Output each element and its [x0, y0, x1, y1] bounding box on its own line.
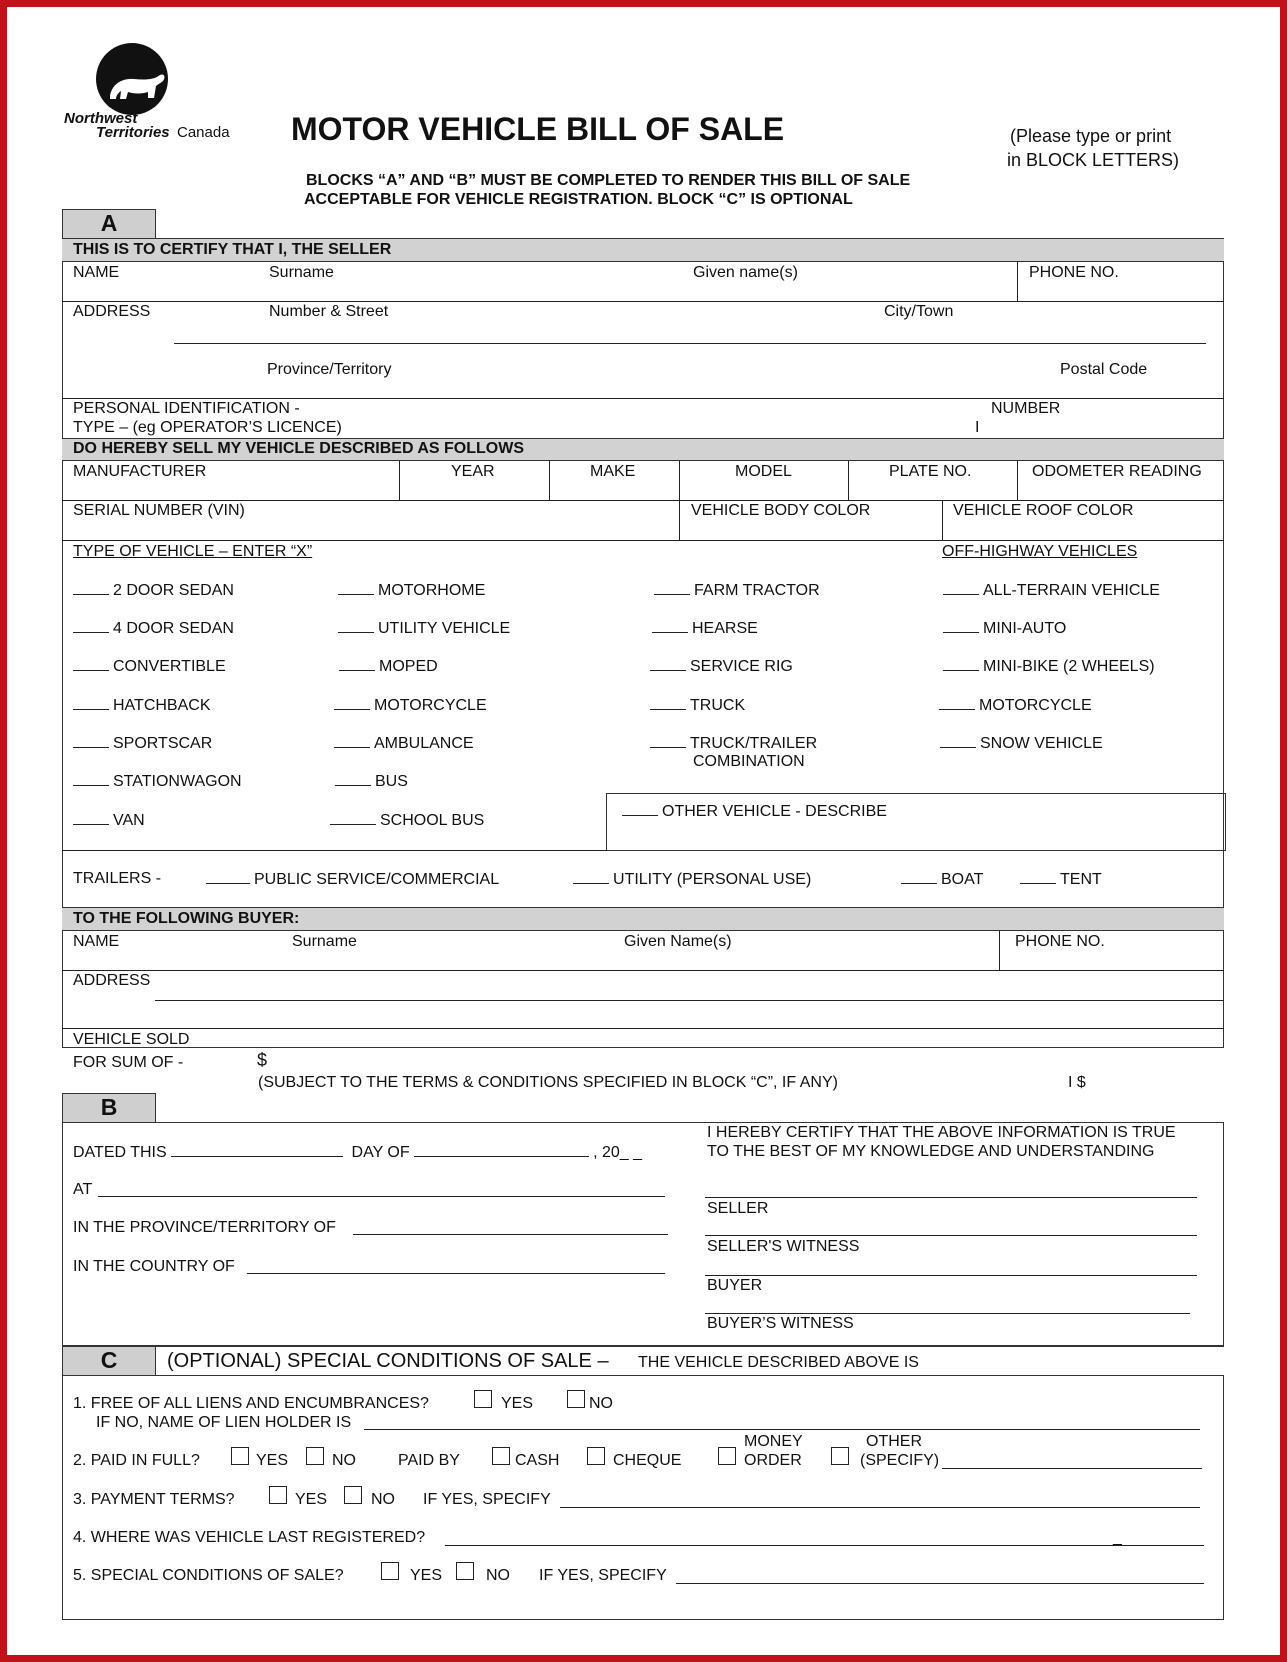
seller-address-label: ADDRESS	[73, 303, 151, 320]
q2-no-checkbox[interactable]	[306, 1447, 324, 1465]
seller-city-label: City/Town	[884, 303, 954, 320]
type-truck-trailer-2: COMBINATION	[693, 753, 805, 770]
type-moped[interactable]: MOPED	[339, 657, 438, 676]
instructions-2: ACCEPTABLE FOR VEHICLE REGISTRATION. BLOCK “C” IS OPTIONAL	[304, 191, 853, 208]
buyer-heading: TO THE FOLLOWING BUYER:	[73, 910, 300, 927]
type-mini-bike[interactable]: MINI-BIKE (2 WHEELS)	[943, 657, 1155, 676]
trailer-tent[interactable]: TENT	[1020, 870, 1102, 889]
money-order-label-2: ORDER	[744, 1452, 802, 1469]
model-label: MODEL	[735, 463, 792, 480]
type-all-terrain[interactable]: ALL-TERRAIN VEHICLE	[943, 581, 1160, 600]
odometer-label: ODOMETER READING	[1032, 463, 1202, 480]
type-van[interactable]: VAN	[73, 811, 145, 830]
seller-witness-label: SELLER'S WITNESS	[707, 1238, 860, 1255]
buyer-signature-line[interactable]	[705, 1275, 1197, 1276]
seller-surname-label: Surname	[269, 264, 334, 281]
roof-color-label: VEHICLE ROOF COLOR	[953, 502, 1134, 519]
year-label: YEAR	[451, 463, 495, 480]
province-input[interactable]	[353, 1234, 668, 1235]
block-c-heading-small: THE VEHICLE DESCRIBED ABOVE IS	[638, 1354, 919, 1371]
vin-label: SERIAL NUMBER (VIN)	[73, 502, 245, 519]
other-payment-checkbox[interactable]	[831, 1447, 849, 1465]
type-2-door-sedan[interactable]: 2 DOOR SEDAN	[73, 581, 234, 600]
q5-if-yes-label: IF YES, SPECIFY	[539, 1567, 667, 1584]
special-conditions-input[interactable]	[676, 1583, 1204, 1584]
type-stationwagon[interactable]: STATIONWAGON	[73, 772, 242, 791]
seller-phone-label: PHONE NO.	[1029, 264, 1119, 281]
last-registered-input[interactable]	[445, 1545, 1204, 1546]
buyer-witness-label: BUYER’S WITNESS	[707, 1315, 854, 1332]
q2-no-label: NO	[332, 1452, 356, 1469]
type-convertible[interactable]: CONVERTIBLE	[73, 657, 226, 676]
instructions-1: BLOCKS “A” AND “B” MUST BE COMPLETED TO RENDER THIS BILL OF SALE	[306, 172, 911, 189]
type-motorcycle[interactable]: MOTORCYCLE	[334, 696, 487, 715]
sold-dollar[interactable]: $	[257, 1050, 268, 1070]
q3-if-yes-label: IF YES, SPECIFY	[423, 1491, 551, 1508]
id-number-label: NUMBER	[991, 400, 1061, 417]
q5-no-checkbox[interactable]	[456, 1562, 474, 1580]
q3-no-label: NO	[371, 1491, 395, 1508]
logo-country: Canada	[177, 124, 230, 141]
print-note-2: in BLOCK LETTERS)	[1007, 150, 1180, 170]
print-note-1: (Please type or print	[1010, 126, 1172, 146]
q1-no-label: NO	[589, 1395, 613, 1412]
buyer-name-label: NAME	[73, 933, 120, 950]
sold-label-2: FOR SUM OF -	[73, 1054, 184, 1071]
block-c-tab: C	[62, 1346, 156, 1376]
block-a-tab: A	[62, 209, 156, 239]
page-title: MOTOR VEHICLE BILL OF SALE	[291, 111, 785, 147]
other-payment-input[interactable]	[942, 1468, 1202, 1469]
type-utility-vehicle[interactable]: UTILITY VEHICLE	[338, 619, 510, 638]
certify-2: TO THE BEST OF MY KNOWLEDGE AND UNDERSTANDING	[707, 1143, 1155, 1160]
q5-label: 5. SPECIAL CONDITIONS OF SALE?	[73, 1567, 344, 1584]
seller-postal-label: Postal Code	[1060, 361, 1148, 378]
make-label: MAKE	[590, 463, 636, 480]
type-farm-tractor[interactable]: FARM TRACTOR	[654, 581, 820, 600]
id-number-mark: I	[975, 419, 980, 436]
trailer-boat[interactable]: BOAT	[901, 870, 983, 889]
other-payment-label-1: OTHER	[866, 1433, 922, 1450]
dated-row[interactable]: DATED THIS DAY OF , 20_ _	[73, 1144, 643, 1161]
type-offhwy-motorcycle[interactable]: MOTORCYCLE	[939, 696, 1092, 715]
block-b-tab: B	[62, 1093, 156, 1123]
trailer-utility[interactable]: UTILITY (PERSONAL USE)	[573, 870, 811, 889]
q2-yes-checkbox[interactable]	[231, 1447, 249, 1465]
id-label-2: TYPE – (eg OPERATOR’S LICENCE)	[73, 419, 342, 436]
cheque-checkbox[interactable]	[587, 1447, 605, 1465]
q2-label: 2. PAID IN FULL?	[73, 1452, 200, 1469]
q3-yes-label: YES	[295, 1491, 328, 1508]
q1-yes-label: YES	[501, 1395, 534, 1412]
type-school-bus[interactable]: SCHOOL BUS	[330, 811, 484, 830]
seller-address-input[interactable]	[174, 343, 1206, 344]
off-highway-heading: OFF-HIGHWAY VEHICLES	[942, 543, 1138, 560]
trailers-label: TRAILERS -	[73, 870, 162, 887]
type-4-door-sedan[interactable]: 4 DOOR SEDAN	[73, 619, 234, 638]
buyer-witness-line[interactable]	[705, 1313, 1190, 1314]
vehicle-heading: DO HEREBY SELL MY VEHICLE DESCRIBED AS FOLLOWS	[73, 440, 525, 457]
type-mini-auto[interactable]: MINI-AUTO	[943, 619, 1066, 638]
type-service-rig[interactable]: SERVICE RIG	[650, 657, 793, 676]
seller-signature-line[interactable]	[705, 1197, 1197, 1198]
sold-right: I $	[1068, 1074, 1086, 1091]
seller-province-label: Province/Territory	[267, 361, 392, 378]
type-hatchback[interactable]: HATCHBACK	[73, 696, 211, 715]
seller-name-label: NAME	[73, 264, 120, 281]
seller-heading: THIS IS TO CERTIFY THAT I, THE SELLER	[73, 241, 392, 258]
q1-no-checkbox[interactable]	[567, 1390, 585, 1408]
buyer-address-input[interactable]	[155, 1000, 1224, 1001]
buyer-surname-label: Surname	[292, 933, 357, 950]
q5-no-label: NO	[486, 1567, 510, 1584]
cash-label: CASH	[515, 1452, 560, 1469]
type-truck[interactable]: TRUCK	[650, 696, 745, 715]
type-truck-trailer[interactable]: TRUCK/TRAILER	[650, 734, 817, 753]
cheque-label: CHEQUE	[613, 1452, 682, 1469]
q5-yes-checkbox[interactable]	[381, 1562, 399, 1580]
seller-street-label: Number & Street	[269, 303, 389, 320]
q2-yes-label: YES	[256, 1452, 289, 1469]
q4-label: 4. WHERE WAS VEHICLE LAST REGISTERED?	[73, 1529, 426, 1546]
lien-holder-input[interactable]	[364, 1429, 1200, 1430]
body-color-label: VEHICLE BODY COLOR	[691, 502, 871, 519]
type-motorhome[interactable]: MOTORHOME	[338, 581, 485, 600]
money-order-checkbox[interactable]	[718, 1447, 736, 1465]
q1-yes-checkbox[interactable]	[474, 1390, 492, 1408]
type-bus[interactable]: BUS	[335, 772, 408, 791]
seller-witness-line[interactable]	[705, 1235, 1197, 1236]
q5-yes-label: YES	[410, 1567, 443, 1584]
buyer-phone-label: PHONE NO.	[1015, 933, 1105, 950]
id-label-1: PERSONAL IDENTIFICATION -	[73, 400, 300, 417]
country-input[interactable]	[247, 1273, 665, 1274]
trailer-public[interactable]: PUBLIC SERVICE/COMMERCIAL	[206, 870, 499, 889]
q1-label: 1. FREE OF ALL LIENS AND ENCUMBRANCES?	[73, 1395, 429, 1412]
plate-label: PLATE NO.	[889, 463, 972, 480]
type-hearse[interactable]: HEARSE	[652, 619, 758, 638]
type-snow-vehicle[interactable]: SNOW VEHICLE	[940, 734, 1103, 753]
buyer-given-label: Given Name(s)	[624, 933, 732, 950]
type-ambulance[interactable]: AMBULANCE	[334, 734, 474, 753]
q4-mark: _	[1113, 1529, 1122, 1546]
q3-no-checkbox[interactable]	[344, 1486, 362, 1504]
manufacturer-label: MANUFACTURER	[73, 463, 207, 480]
q1b-label: IF NO, NAME OF LIEN HOLDER IS	[96, 1414, 352, 1431]
q3-label: 3. PAYMENT TERMS?	[73, 1491, 235, 1508]
buyer-signature-label: BUYER	[707, 1277, 763, 1294]
logo-line2: Territories	[96, 124, 170, 141]
at-label: AT	[73, 1181, 93, 1198]
buyer-address-label: ADDRESS	[73, 972, 151, 989]
payment-terms-input[interactable]	[560, 1507, 1200, 1508]
other-payment-label-2: (SPECIFY)	[860, 1452, 940, 1469]
seller-given-label: Given name(s)	[693, 264, 798, 281]
sold-subject: (SUBJECT TO THE TERMS & CONDITIONS SPECIFIED IN BLOCK “C”, IF ANY)	[258, 1074, 838, 1091]
vehicle-type-heading: TYPE OF VEHICLE – ENTER “X”	[73, 543, 313, 560]
paid-by-label: PAID BY	[398, 1452, 460, 1469]
block-c-heading-large: (OPTIONAL) SPECIAL CONDITIONS OF SALE –	[167, 1350, 609, 1372]
province-label: IN THE PROVINCE/TERRITORY OF	[73, 1219, 336, 1236]
cash-checkbox[interactable]	[492, 1447, 510, 1465]
seller-signature-label: SELLER	[707, 1200, 769, 1217]
logo-line1: Northwest	[64, 110, 138, 127]
type-other[interactable]: OTHER VEHICLE - DESCRIBE	[622, 802, 887, 821]
certify-1: I HEREBY CERTIFY THAT THE ABOVE INFORMATION IS TRUE	[707, 1124, 1176, 1141]
type-sportscar[interactable]: SPORTSCAR	[73, 734, 212, 753]
q3-yes-checkbox[interactable]	[269, 1486, 287, 1504]
money-order-label-1: MONEY	[744, 1433, 803, 1450]
country-label: IN THE COUNTRY OF	[73, 1258, 235, 1275]
sold-label-1: VEHICLE SOLD	[73, 1031, 190, 1048]
at-input[interactable]	[98, 1196, 665, 1197]
